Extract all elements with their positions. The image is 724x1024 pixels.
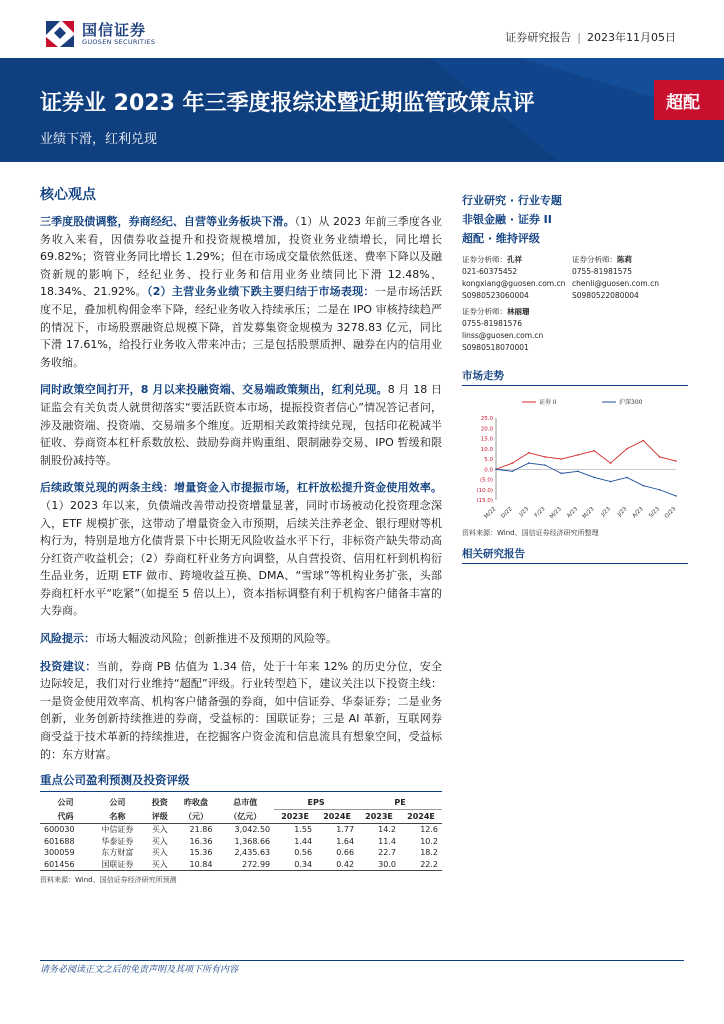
y-tick-label: (15.0): [476, 498, 493, 504]
cell-price: 16.36: [189, 836, 213, 846]
cell-eps-2024: 0.66: [336, 848, 355, 857]
analyst-phone: 0755-81981576: [462, 319, 522, 328]
th-price: 昨收盘: [184, 798, 209, 808]
data-point: [528, 462, 530, 464]
cell-pe-2024: 12.6: [420, 825, 438, 834]
company-logo: [44, 17, 184, 49]
table-row: [40, 859, 442, 871]
category-line-2: 非银金融 · 证券 II: [462, 213, 552, 226]
separator: |: [577, 31, 581, 44]
paragraph-2: [40, 381, 442, 469]
series-line-securities: [496, 441, 676, 470]
analyst-name: 孔祥: [507, 255, 522, 264]
table-source: 资料来源：Wind、国信证券经济研究所预测: [40, 876, 177, 884]
forecast-table: [40, 796, 442, 871]
cell-pe-2023: 30.0: [358, 859, 400, 871]
sidebar: [462, 191, 688, 564]
x-tick-label: O/23: [663, 506, 678, 520]
y-tick-label: 20.0: [480, 426, 493, 433]
th-eps-2023: 2023E: [274, 810, 316, 824]
report-type: 证券研究报告: [505, 31, 572, 44]
cell-rating: 买入: [151, 836, 168, 846]
paragraph-2-text: 8 月 18 日证监会有关负责人就贯彻落实“要活跃资本市场，提振投资者信心”情况答记者问，涉及融资端、投资端、交易端多个维度。近期相关政策持续兑现，包括印花税减半征收、券商资本杠杆系数放松、鼓励券商并购重组、限制融券交易、IPO 暂缓和限制股份减持等。: [40, 383, 442, 467]
data-point: [528, 452, 530, 454]
th-eps: EPS: [274, 796, 358, 810]
th-pe: PE: [358, 796, 442, 810]
analyst-phone: 0755-81981575: [572, 267, 632, 276]
analyst-phone: 021-60375452: [462, 267, 518, 276]
cell-eps-2023: 0.56: [294, 848, 313, 857]
section-title: 核心观点: [40, 187, 96, 203]
data-point: [544, 456, 546, 458]
investment-advice: [40, 658, 442, 764]
x-tick-label: J/23: [616, 506, 629, 518]
risk-warning-text: 市场大幅波动风险；创新推进不及预期的风险等。: [95, 632, 337, 646]
analyst-email[interactable]: chenli@guosen.com.cn: [572, 279, 659, 288]
th-name-2: 名称: [91, 810, 144, 824]
data-point: [610, 462, 612, 464]
x-tick-label: F/23: [533, 506, 547, 519]
analyst-card: [462, 254, 572, 302]
th-rating: 投资: [151, 798, 168, 808]
market-trend-chart: [462, 394, 682, 524]
investment-advice-label: 投资建议：: [40, 659, 97, 673]
cell-pe-2024: 22.2: [400, 859, 442, 871]
y-tick-label: (10.0): [476, 487, 493, 494]
cell-name: 东方财富: [101, 848, 134, 857]
x-tick-label: J/23: [518, 506, 531, 518]
cell-name: 中信证券: [101, 825, 134, 834]
cell-price: 21.86: [189, 825, 213, 834]
table-row: [40, 836, 442, 848]
data-point: [577, 454, 579, 456]
data-point: [577, 471, 579, 473]
th-code-2: 代码: [40, 810, 91, 824]
footer-disclaimer: 请务必阅读正文之后的免责声明及其项下所有内容: [40, 965, 239, 975]
analyst-name: 陈莉: [617, 255, 632, 264]
cell-eps-2023: 1.55: [294, 825, 313, 834]
x-tick-label: A/23: [631, 506, 645, 520]
cell-price: 10.84: [176, 859, 217, 871]
legend-label: 证券 II: [539, 399, 557, 406]
x-tick-label: S/23: [648, 506, 662, 520]
cell-eps-2023: 1.44: [294, 836, 313, 846]
analyst-role: 证券分析师：: [462, 307, 507, 316]
risk-warning: [40, 630, 442, 648]
cell-name: 华泰证券: [101, 836, 134, 846]
data-point: [512, 471, 514, 473]
th-eps-2024: 2024E: [316, 810, 358, 824]
cell-code: 601688: [44, 836, 75, 846]
data-point: [593, 477, 595, 479]
cell-code: 300059: [44, 848, 75, 857]
data-point: [561, 473, 563, 475]
data-point: [561, 458, 563, 460]
paragraph-3: [40, 479, 442, 620]
cell-code: 601456: [40, 859, 91, 871]
data-point: [642, 485, 644, 487]
analyst-name: 林丽珊: [507, 307, 530, 316]
data-point: [512, 462, 514, 464]
trend-chart-svg: [462, 394, 682, 524]
data-point: [593, 450, 595, 452]
cell-pe-2024: 18.2: [420, 848, 438, 857]
th-code: 公司: [57, 798, 74, 808]
table-row: [40, 824, 442, 836]
legend-label: 沪深300: [619, 399, 643, 406]
analyst-role: 证券分析师：: [572, 255, 617, 264]
cell-pe-2023: 22.7: [378, 848, 396, 857]
top-bar: [0, 0, 724, 58]
series-line-csi300: [496, 463, 676, 496]
paragraph-2-highlight: 同时政策空间打开，8 月以来投融资端、交易端政策频出，红利兑现。: [40, 383, 388, 397]
table-row: [40, 847, 442, 859]
th-name: 公司: [109, 798, 126, 808]
x-tick-label: J/23: [600, 506, 612, 518]
paragraph-1: [40, 213, 442, 371]
data-point: [626, 448, 628, 450]
cell-eps-2023: 0.34: [274, 859, 316, 871]
y-tick-label: 0.0: [484, 467, 493, 474]
y-tick-label: 10.0: [480, 446, 493, 453]
cell-price: 15.36: [189, 848, 213, 857]
cell-cap: 272.99: [216, 859, 274, 871]
x-tick-label: M/23: [549, 506, 563, 521]
x-tick-label: M/22: [483, 506, 498, 521]
analyst-cert: S0980518070001: [462, 343, 529, 352]
report-subtitle: 业绩下滑，红利兑现: [40, 132, 158, 147]
analyst-card: [462, 306, 572, 354]
th-cap-2: （亿元）: [216, 810, 274, 824]
th-price-2: （元）: [176, 810, 217, 824]
y-tick-label: 25.0: [480, 416, 493, 422]
cell-cap: 1,368.66: [234, 836, 271, 846]
cell-pe-2024: 10.2: [420, 836, 438, 846]
cell-pe-2023: 11.4: [378, 836, 396, 846]
rating-badge: 超配: [654, 80, 724, 120]
data-point: [495, 468, 497, 470]
logo-name-cn: 国信证券: [82, 21, 147, 39]
y-tick-label: (5.0): [479, 477, 493, 484]
logo-name-en: GUOSEN SECURITIES: [82, 38, 156, 46]
cell-name: 国联证券: [91, 859, 144, 871]
th-pe-2023: 2023E: [358, 810, 400, 824]
market-trend-title: 市场走势: [462, 368, 688, 386]
paragraph-1-highlight-2: （2）主营业务业绩下跌主要归结于市场表现：: [146, 285, 375, 299]
chart-source: 资料来源：Wind、国信证券经济研究所整理: [462, 529, 599, 537]
table-title: 重点公司盈利预测及投资评级: [40, 772, 442, 792]
paragraph-3-text: （1）2023 年以来，负债端改善带动投资增量显著，同时市场被动化投资理念深入，ETF 规模扩张，这带动了增量资金入市预期，后续关注养老金、银行理财等机构行为，特别是地方化债背景下中长期无风险收益水平下行，非标资产缺失带动高分红资产收益机会；（2）券商杠杆业务方向调整，从自营投资、信用杠杆到机构衍生品业务，近期 ETF 做市、跨境收益互换、DMA、“雪球”等机构业务扩张，头部券商杠杆水平“吃紧”（如提至 5 倍以上），资本指标调整有利于机构客户储备丰富的大券商。: [40, 498, 442, 618]
paragraph-3-highlight: 后续政策兑现的两条主线：增量资金入市提振市场，杠杆放松提升资金使用效率。: [40, 481, 442, 495]
core-views: [40, 184, 442, 773]
data-point: [659, 489, 661, 491]
analyst-cert: S0980522080004: [572, 291, 639, 300]
cell-rating: 买入: [151, 848, 168, 857]
data-point: [659, 456, 661, 458]
paragraph-1-highlight: 三季度股债调整，券商经纪、自营等业务板块下滑。: [40, 215, 295, 228]
data-point: [642, 440, 644, 442]
data-point: [610, 481, 612, 483]
cell-rating: 买入: [144, 859, 176, 871]
data-point: [675, 495, 677, 497]
cell-cap: 3,042.50: [234, 825, 271, 834]
cell-cap: 2,435.63: [234, 848, 271, 857]
category-line-1: 行业研究 · 行业专题: [462, 194, 562, 207]
x-tick-label: A/23: [566, 506, 580, 520]
report-title: 证券业 2023 年三季度报综述暨近期监管政策点评: [40, 91, 535, 116]
analyst-email[interactable]: linss@guosen.com.cn: [462, 331, 544, 340]
analyst-cert: S0980523060004: [462, 291, 529, 300]
cell-eps-2024: 0.42: [316, 859, 358, 871]
paragraph-1-text-2: 一是市场活跃度不足，叠加机构佣金率下降，经纪业务收入持续承压；二是在 IPO 审核持续趋严的情况下，市场股票融资总规模下降，首发募集资金规模为 3278.83 亿元，同比下滑 17.61%，给投行业务收入带来冲击；三是包括股票质押、融券在内的信用业务收缩。: [40, 285, 443, 369]
risk-warning-label: 风险提示：: [40, 632, 95, 646]
analyst-email[interactable]: kongxiang@guosen.com.cn: [462, 279, 566, 288]
report-tag: [505, 29, 676, 45]
related-reports-title: 相关研究报告: [462, 546, 688, 564]
category-line-3: 超配 · 维持评级: [462, 232, 540, 245]
th-pe-2024: 2024E: [400, 810, 442, 824]
y-tick-label: 5.0: [484, 457, 493, 463]
forecast-table-section: [40, 772, 442, 885]
x-tick-label: M/23: [581, 506, 596, 521]
paragraph-1-text: （1）从 2023 年前三季度各业务收入来看，因债券收益提升和投资规模增加，投资业务业绩增长，同比增长 69.82%；资管业务同比增长 1.29%；但在市场成交量依然低迷、费率下降以及融资新规的影响下，经纪业务、投行业务和信用业务业绩同比下滑 12.48%、18.34%、21.92%。: [40, 215, 442, 299]
cell-eps-2024: 1.64: [336, 836, 355, 846]
footer-divider: [40, 960, 684, 961]
data-point: [675, 460, 677, 462]
analyst-list: [462, 254, 688, 354]
title-banner: [0, 58, 724, 162]
report-date: 2023年11月05日: [587, 31, 676, 44]
data-point: [544, 464, 546, 466]
cell-pe-2023: 14.2: [378, 825, 396, 834]
cell-eps-2024: 1.77: [336, 825, 355, 834]
data-point: [626, 477, 628, 479]
analyst-role: 证券分析师：: [462, 255, 507, 264]
th-rating-2: 评级: [144, 810, 176, 824]
analyst-card: [572, 254, 688, 302]
cell-code: 600030: [44, 825, 75, 834]
th-cap: 总市值: [233, 798, 258, 808]
y-tick-label: 15.0: [480, 436, 493, 443]
cell-rating: 买入: [151, 825, 168, 834]
x-tick-label: D/22: [500, 506, 514, 520]
investment-advice-text: 当前，券商 PB 估值为 1.34 倍，处于十年来 12% 的历史分位，安全边际较足，我们对行业维持“超配”评级。行业转型趋下，建议关注以下投资主线：一是资金使用效率高、机构客户储备强的券商，如中信证券、华泰证券；二是业务创新，业务创新持续推进的券商，受益标的：国联证券；三是 AI 革新，互联网券商受益于技术革新的持续推进，在挖掘客户资金流和信息流具有想象空间，受益标的：东方财富。: [40, 659, 442, 761]
logo-mark-icon: [44, 17, 76, 49]
